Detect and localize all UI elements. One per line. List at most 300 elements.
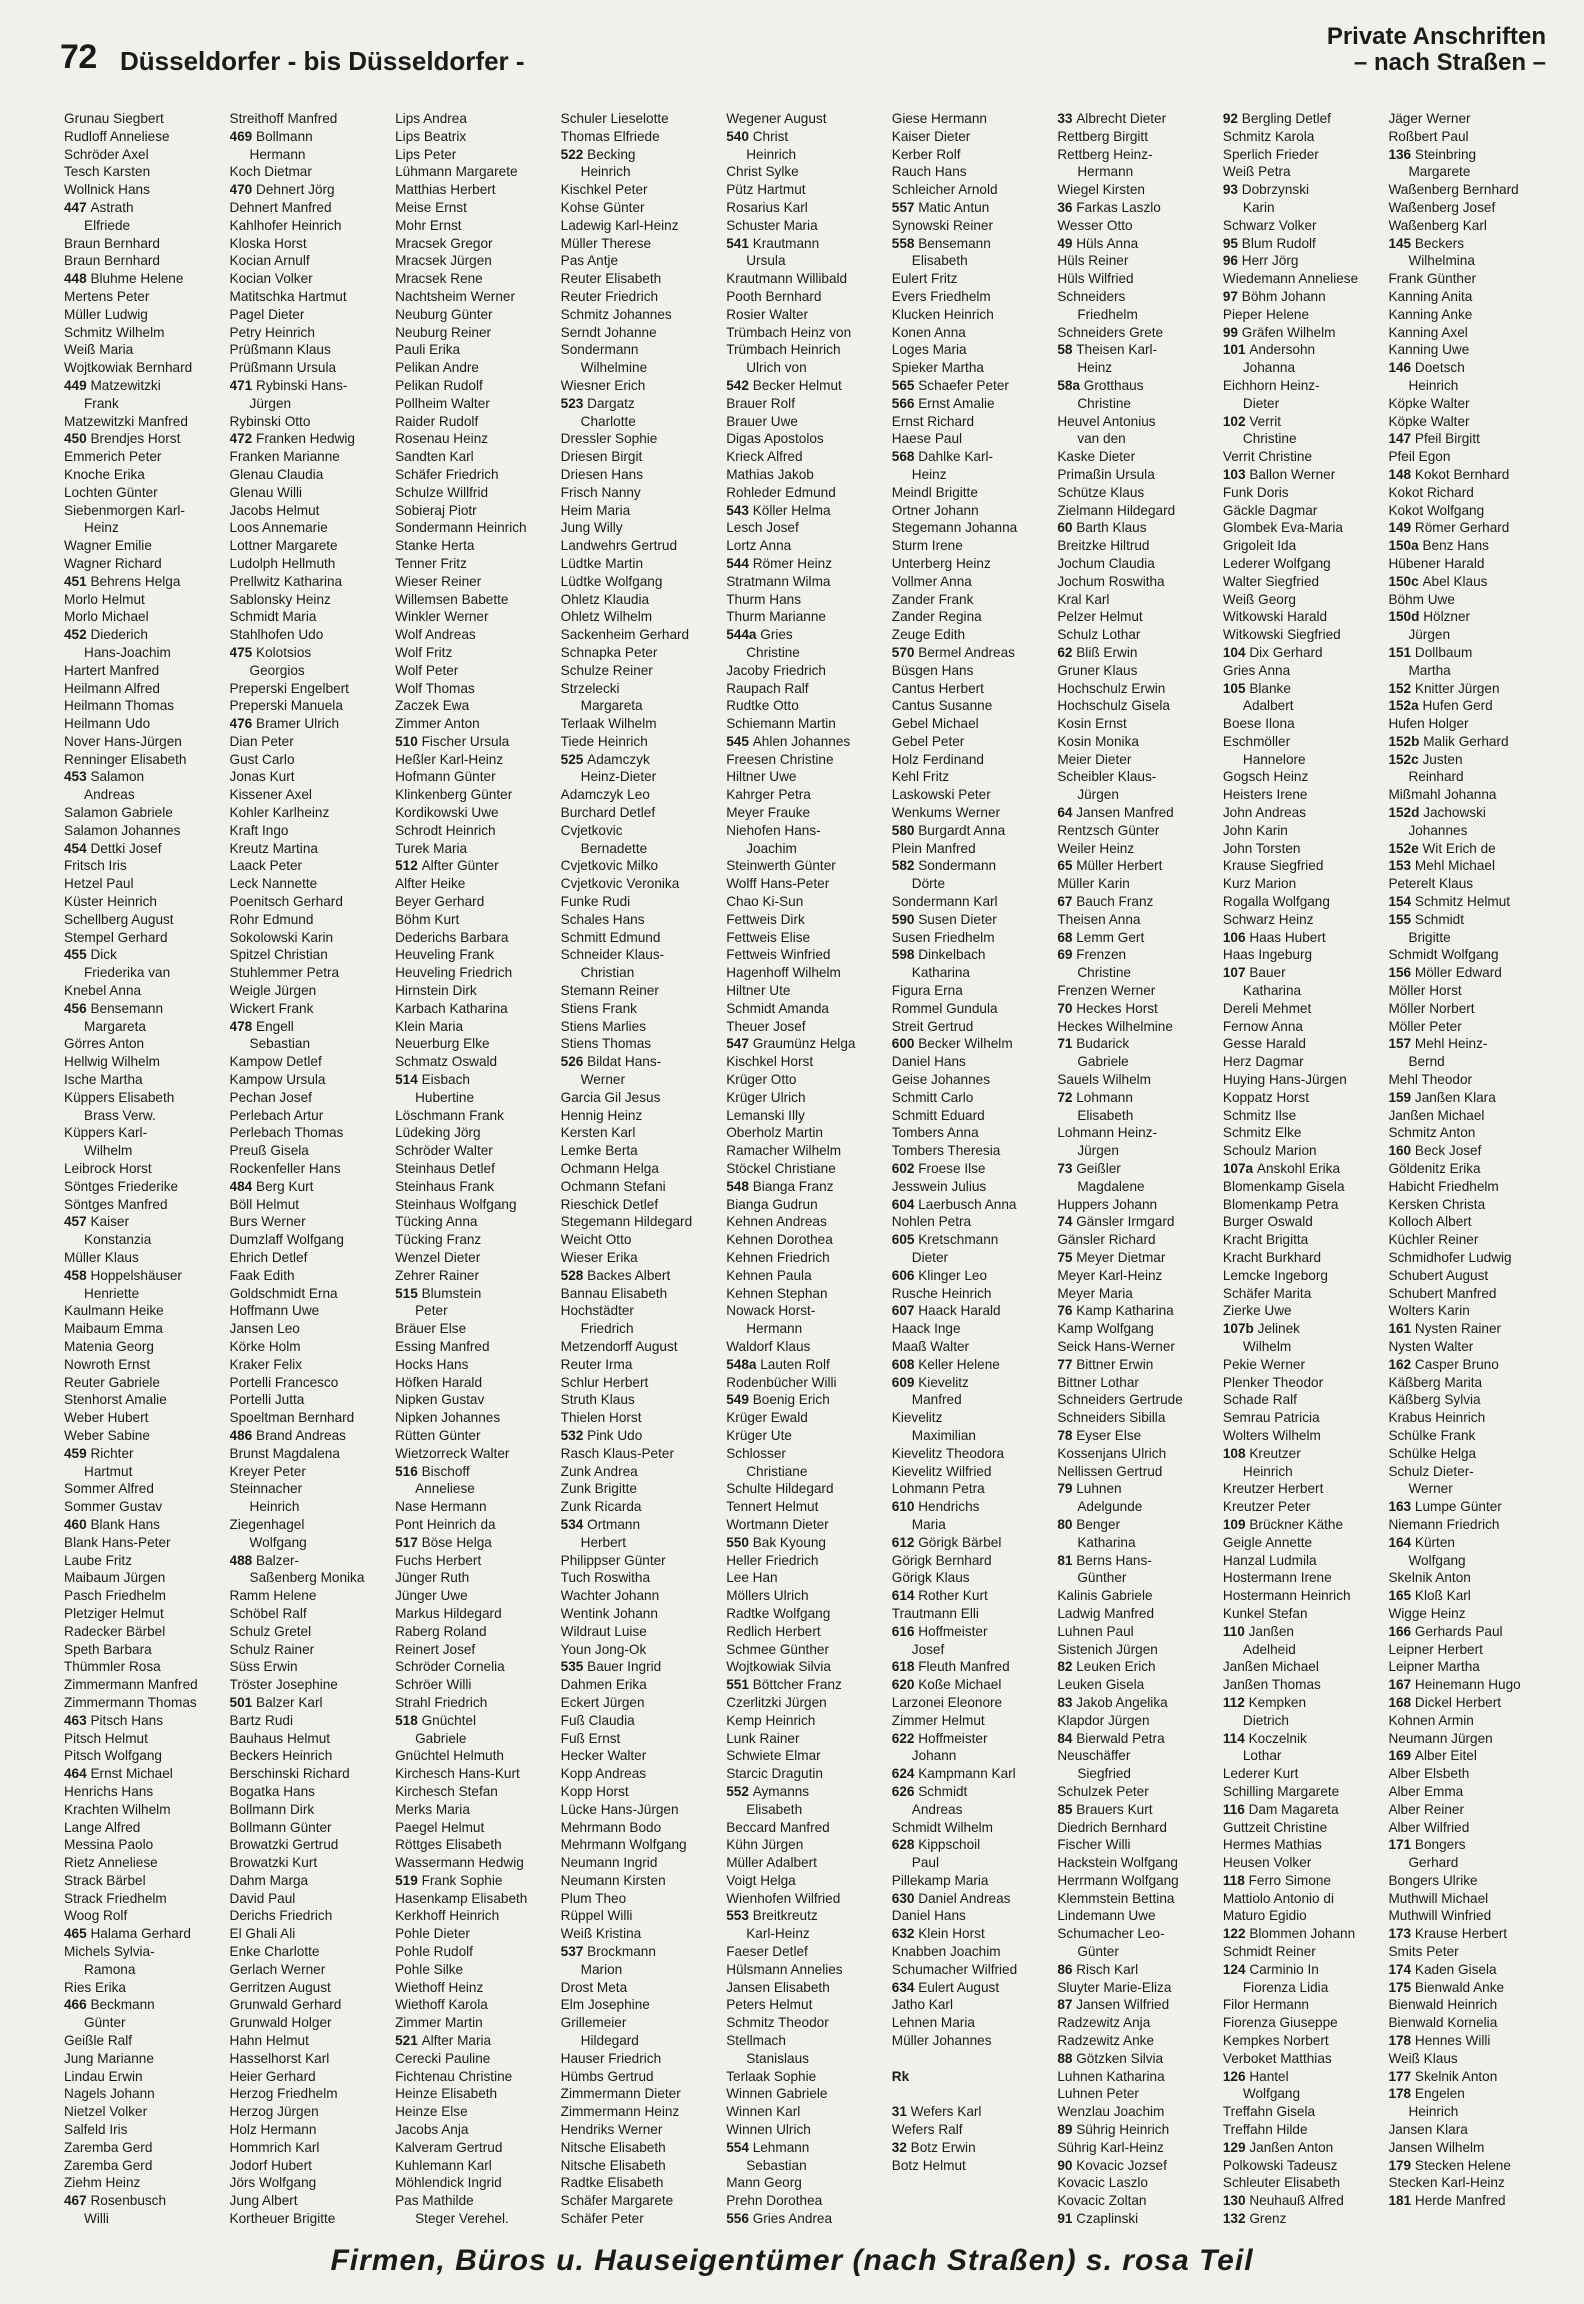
house-number: 616: [891, 1623, 919, 1639]
directory-entry: John Karin: [1222, 822, 1288, 838]
directory-entry: Tiede Heinrich: [560, 733, 648, 749]
directory-entry: Frisch Nanny: [560, 484, 641, 500]
directory-entry: Küster Heinrich: [64, 894, 157, 910]
directory-entry: Nipken Gustav: [395, 1392, 485, 1408]
directory-entry: Stiens Thomas: [560, 1036, 652, 1052]
directory-entry: Eichhorn Heinz-: [1222, 377, 1320, 393]
house-number: 152a: [1388, 698, 1423, 714]
directory-entry: Mehl Theodor: [1388, 1072, 1473, 1088]
house-number: 540: [726, 128, 753, 144]
directory-entry: 49 Hüls Anna: [1057, 235, 1139, 251]
directory-entry: Trautmann Elli: [891, 1605, 979, 1621]
house-number: 476: [229, 716, 257, 732]
directory-entry: 152c Justen: [1388, 751, 1463, 767]
directory-entry: 116 Dam Magareta: [1222, 1801, 1339, 1817]
directory-entry: Daniel Hans: [891, 1908, 966, 1924]
directory-entry: Kersten Karl: [560, 1125, 636, 1141]
house-number: 88: [1057, 2050, 1077, 2066]
directory-entry: Heinz: [1077, 360, 1113, 376]
directory-entry: Kraker Felix: [229, 1356, 303, 1372]
directory-entry: Enke Charlotte: [229, 1944, 320, 1960]
directory-entry: Haas Ingeburg: [1222, 947, 1313, 963]
directory-entry: Kampow Ursula: [229, 1072, 326, 1088]
directory-entry: Schwiete Elmar: [726, 1748, 821, 1764]
directory-entry: Peterelt Klaus: [1388, 876, 1474, 892]
directory-entry: Leibrock Horst: [64, 1161, 152, 1177]
directory-entry: Lüdeking Jörg: [395, 1125, 481, 1141]
directory-entry: Youn Jong-Ok: [560, 1641, 647, 1657]
directory-entry: Messina Paolo: [64, 1837, 154, 1853]
house-number: 130: [1222, 2193, 1250, 2209]
directory-entry: Wenzel Dieter: [395, 1250, 481, 1265]
directory-entry: Adamczyk Leo: [560, 787, 650, 803]
house-number: 618: [891, 1659, 919, 1675]
directory-entry: Brigitte: [1408, 929, 1451, 945]
directory-entry: Pagel Dieter: [229, 306, 305, 322]
directory-entry: Essing Manfred: [395, 1338, 490, 1354]
directory-entry: Johann: [911, 1748, 957, 1764]
house-number: 568: [891, 449, 919, 465]
directory-entry: Alber Emma: [1388, 1783, 1464, 1799]
directory-entry: Hümbs Gertrud: [560, 2068, 654, 2084]
directory-entry: Brass Verw.: [84, 1107, 156, 1123]
directory-entry: Grunau Siegbert: [64, 111, 164, 126]
directory-entry: Strahl Friedrich: [395, 1694, 488, 1710]
directory-entry: Tennert Helmut: [726, 1499, 819, 1515]
directory-entry: Heisters Irene: [1222, 787, 1308, 803]
directory-entry: Dumzlaff Wolfgang: [229, 1232, 344, 1248]
directory-entry: 173 Krause Herbert: [1388, 1926, 1508, 1942]
directory-entry: Bartz Rudi: [229, 1712, 294, 1728]
directory-entry: Huppers Johann: [1057, 1196, 1158, 1212]
directory-entry: [1223, 2228, 1387, 2230]
house-number: 557: [891, 199, 919, 215]
house-number: 523: [560, 395, 588, 411]
house-number: 58: [1057, 342, 1077, 358]
directory-entry: Thomas Elfriede: [560, 128, 660, 144]
house-number: 31: [891, 2104, 911, 2120]
directory-entry: Gebel Michael: [891, 716, 979, 732]
house-number: 553: [726, 1908, 753, 1924]
directory-entry: Landwehrs Gertrud: [560, 538, 678, 554]
directory-entry: Sauels Wilhelm: [1057, 1072, 1152, 1088]
directory-entry: Prüßmann Klaus: [229, 342, 331, 358]
directory-entry: Schneider Klaus-: [560, 947, 665, 963]
directory-entry: Reuter Elisabeth: [560, 271, 662, 287]
directory-entry: Heinrich: [1242, 1463, 1293, 1479]
directory-entry: Rohleder Edmund: [726, 484, 836, 500]
directory-entry: Wolters Karin: [1388, 1303, 1470, 1319]
section-title-line1: Private Anschriften: [1326, 23, 1546, 50]
house-number: 634: [891, 1979, 919, 1995]
directory-entry: Schülke Helga: [1388, 1445, 1477, 1461]
directory-entry: Hasselhorst Karl: [229, 2050, 330, 2066]
directory-entry: Lühmann Margarete: [395, 164, 518, 180]
directory-entry: Wegener August: [726, 111, 827, 126]
directory-entry: Schmatz Oswald: [395, 1054, 498, 1070]
directory-entry: 634 Eulert August: [891, 1979, 1000, 1995]
directory-entry: Reuter Gabriele: [64, 1374, 160, 1390]
directory-entry: [1057, 2228, 1221, 2230]
directory-entry: Zunk Andrea: [560, 1463, 638, 1479]
page-footer: Firmen, Büros u. Hauseigentümer (nach Straßen) s. rosa Teil: [330, 2244, 1254, 2277]
directory-entry: Schuler Lieselotte: [560, 111, 669, 126]
directory-entry: 86 Risch Karl: [1057, 1961, 1139, 1977]
house-number: 101: [1222, 342, 1250, 358]
directory-entry: Stemann Reiner: [560, 983, 659, 999]
directory-entry: Lesch Josef: [726, 520, 799, 536]
directory-entry: Bogatka Hans: [229, 1783, 315, 1799]
directory-entry: Winnen Karl: [726, 2104, 801, 2120]
directory-entry: Sobieraj Piotr: [395, 502, 477, 518]
directory-entry: 58 Theisen Karl-: [1057, 342, 1158, 358]
directory-entry: Anneliese: [415, 1481, 475, 1497]
directory-entry: Steinhaus Wolfgang: [395, 1196, 517, 1212]
directory-entry: 152b Malik Gerhard: [1388, 733, 1509, 749]
directory-entry: Waßenberg Karl: [1388, 217, 1487, 233]
directory-column: [1388, 110, 1552, 2230]
directory-entry: Pillekamp Maria: [891, 1872, 989, 1888]
directory-entry: 458 Hoppelshäuser: [64, 1267, 182, 1283]
directory-entry: 77 Bittner Erwin: [1057, 1356, 1154, 1372]
directory-entry: Czerlitzki Jürgen: [726, 1694, 827, 1710]
house-number: 522: [560, 146, 588, 162]
house-number: 107b: [1222, 1321, 1258, 1337]
house-number: 547: [726, 1036, 753, 1052]
directory-entry: Willemsen Babette: [395, 591, 509, 607]
directory-entry: Wolf Thomas: [395, 680, 475, 696]
directory-entry: Schmitz Elke: [1222, 1125, 1302, 1141]
directory-entry: Heusen Volker: [1222, 1855, 1312, 1871]
directory-entry: 68 Lemm Gert: [1057, 929, 1145, 945]
directory-entry: Möller Peter: [1388, 1018, 1462, 1034]
directory-entry: Zimmer Anton: [395, 716, 480, 732]
directory-entry: Pasch Friedhelm: [64, 1588, 166, 1604]
directory-entry: Löschmann Frank: [395, 1107, 504, 1123]
house-number: 626: [891, 1783, 919, 1799]
directory-entry: Schröer Willi: [395, 1677, 472, 1693]
directory-entry: [395, 2228, 559, 2230]
directory-entry: Schrodt Heinrich: [395, 822, 496, 838]
directory-entry: Rogalla Wolfgang: [1222, 894, 1330, 910]
directory-entry: Hufen Holger: [1388, 716, 1469, 732]
directory-entry: Zimmermann Heinz: [560, 2104, 680, 2120]
directory-entry: Lehnen Maria: [891, 2015, 975, 2031]
directory-entry: Steinhaus Frank: [395, 1178, 495, 1194]
directory-entry: 174 Kaden Gisela: [1388, 1961, 1497, 1977]
house-number: 86: [1057, 1961, 1077, 1977]
directory-entry: 147 Pfeil Birgitt: [1388, 431, 1480, 447]
directory-entry: Küchler Reiner: [1388, 1232, 1479, 1248]
directory-entry: Hoffmann Uwe: [229, 1303, 320, 1319]
directory-entry: Geise Johannes: [891, 1072, 991, 1088]
directory-entry: Fuß Ernst: [560, 1730, 621, 1746]
house-number: 167: [1388, 1677, 1415, 1693]
directory-entry: Bräuer Else: [395, 1321, 467, 1337]
directory-entry: Winnen Gabriele: [726, 2086, 828, 2102]
directory-entry: Hans-Joachim: [84, 644, 171, 660]
directory-entry: Metzendorff August: [560, 1338, 678, 1354]
directory-entry: Käßberg Sylvia: [1388, 1392, 1481, 1408]
directory-entry: Neuerburg Elke: [395, 1036, 490, 1052]
directory-entry: Alber Wilfried: [1388, 1819, 1470, 1835]
house-number: 69: [1057, 947, 1077, 963]
directory-entry: Lips Andrea: [395, 111, 467, 126]
directory-entry: Hagenhoff Wilhelm: [726, 965, 841, 981]
directory-entry: Nipken Johannes: [395, 1410, 501, 1426]
house-number: 110: [1222, 1623, 1249, 1639]
house-number: 169: [1388, 1748, 1415, 1764]
directory-entry: 552 Aymanns: [726, 1783, 810, 1799]
directory-entry: 70 Heckes Horst: [1057, 1000, 1158, 1016]
house-number: 548a: [726, 1356, 761, 1372]
directory-entry: Jansen Wilhelm: [1388, 2139, 1485, 2155]
directory-entry: Rudloff Anneliese: [64, 128, 170, 144]
directory-entry: Thurm Marianne: [726, 609, 826, 625]
directory-entry: 146 Doetsch: [1388, 360, 1465, 376]
directory-entry: van den: [1077, 431, 1126, 447]
directory-entry: 532 Pink Udo: [560, 1427, 643, 1443]
directory-entry: Wenzlau Joachim: [1057, 2104, 1165, 2120]
directory-entry: Heilmann Alfred: [64, 680, 160, 696]
directory-entry: Rasch Klaus-Peter: [560, 1445, 674, 1461]
directory-entry: Larzonei Eleonore: [891, 1694, 1003, 1710]
directory-entry: 168 Dickel Herbert: [1388, 1694, 1502, 1710]
directory-entry: Kreutzer Herbert: [1222, 1481, 1324, 1497]
directory-entry: Poenitsch Gerhard: [229, 894, 343, 910]
directory-entry: Schellberg August: [64, 911, 174, 927]
directory-entry: 512 Alfter Günter: [395, 858, 499, 874]
directory-entry: Wojtkowiak Bernhard: [64, 360, 193, 376]
house-number: 475: [229, 644, 257, 660]
directory-entry: Kanning Anita: [1388, 288, 1473, 304]
directory-entry: Kohnen Armin: [1388, 1712, 1474, 1728]
directory-entry: Spoeltman Bernhard: [229, 1410, 355, 1426]
directory-entry: Steinwerth Günter: [726, 858, 836, 874]
directory-entry: Christian: [580, 965, 635, 981]
directory-entry: 568 Dahlke Karl-: [891, 449, 994, 465]
directory-entry: Mathias Jakob: [726, 466, 814, 482]
directory-entry: Reuter Irma: [560, 1356, 633, 1372]
directory-entry: Schlur Herbert: [560, 1374, 649, 1390]
directory-entry: Prellwitz Katharina: [229, 573, 343, 589]
directory-entry: Preuß Gisela: [229, 1143, 309, 1159]
house-number: 512: [395, 858, 422, 874]
directory-entry: Tücking Anna: [395, 1214, 478, 1230]
directory-entry: Freesen Christine: [726, 751, 834, 767]
house-number: 93: [1222, 182, 1242, 198]
directory-entry: Jung Marianne: [64, 2050, 154, 2066]
directory-entry: Kischkel Horst: [726, 1054, 814, 1070]
directory-entry: Gogsch Heinz: [1222, 769, 1309, 785]
directory-entry: Preperski Engelbert: [229, 680, 349, 696]
directory-entry: 455 Dick: [64, 947, 117, 963]
directory-entry: Görres Anton: [64, 1036, 145, 1052]
directory-entry: Schilling Margarete: [1222, 1783, 1340, 1799]
directory-entry: Adelheid: [1242, 1641, 1296, 1657]
house-number: 544a: [726, 627, 761, 643]
directory-entry: Tuch Roswitha: [560, 1570, 651, 1586]
directory-entry: Schade Ralf: [1222, 1392, 1297, 1408]
directory-entry: 448 Bluhme Helene: [64, 271, 184, 287]
directory-entry: Prehn Dorothea: [726, 2193, 823, 2209]
house-number: 77: [1057, 1356, 1077, 1372]
section-title: [1327, 24, 1546, 76]
directory-entry: Kortheuer Brigitte: [229, 2211, 336, 2227]
directory-entry: Lips Peter: [395, 146, 457, 162]
directory-entry: 534 Ortmann: [560, 1516, 641, 1532]
directory-entry: Wiethoff Heinz: [395, 1979, 484, 1995]
directory-entry: Hecker Walter: [560, 1748, 647, 1764]
directory-column: [1057, 110, 1221, 2230]
directory-entry: Dehnert Manfred: [229, 199, 332, 215]
directory-entry: 488 Balzer-: [229, 1552, 300, 1568]
directory-entry: Schulz Rainer: [229, 1641, 315, 1657]
directory-entry: 460 Blank Hans: [64, 1516, 160, 1532]
directory-entry: 616 Hoffmeister: [891, 1623, 988, 1639]
directory-entry: Radzewitz Anja: [1057, 2015, 1151, 2031]
directory-entry: Hermann: [1077, 164, 1134, 180]
directory-entry: Lange Alfred: [64, 1819, 141, 1835]
directory-entry: Klucken Heinrich: [891, 306, 994, 322]
directory-entry: Rettberg Heinz-: [1057, 146, 1153, 162]
directory-entry: Grunwald Holger: [229, 2015, 332, 2031]
directory-entry: Ochmann Helga: [560, 1161, 659, 1177]
directory-entry: Rommel Gundula: [891, 1000, 998, 1016]
directory-entry: Gnüchtel Helmuth: [395, 1748, 504, 1764]
house-number: 174: [1388, 1961, 1415, 1977]
directory-entry: 33 Albrecht Dieter: [1057, 111, 1167, 126]
directory-entry: Rosier Walter: [726, 306, 809, 322]
directory-entry: Streit Gertrud: [891, 1018, 974, 1034]
directory-entry: Schumacher Leo-: [1057, 1926, 1165, 1942]
directory-entry: El Ghali Ali: [229, 1926, 296, 1942]
directory-entry: Digas Apostolos: [726, 431, 824, 447]
directory-entry: Mertens Peter: [64, 288, 150, 304]
directory-entry: Sandten Karl: [395, 449, 474, 465]
directory-entry: Kanning Axel: [1388, 324, 1468, 340]
directory-entry: Söntges Friederike: [64, 1178, 179, 1194]
directory-entry: 75 Meyer Dietmar: [1057, 1250, 1166, 1265]
directory-entry: Laube Fritz: [64, 1552, 133, 1568]
directory-entry: Werner: [1408, 1481, 1453, 1497]
directory-entry: Jochum Roswitha: [1057, 573, 1165, 589]
directory-entry: Ohletz Wilhelm: [560, 609, 653, 625]
directory-entry: Wentink Johann: [560, 1605, 658, 1621]
directory-entry: Schulte Hildegard: [726, 1481, 834, 1497]
house-number: 178: [1388, 2033, 1415, 2049]
directory-entry: Kehnen Dorothea: [726, 1232, 833, 1248]
directory-entry: 519 Frank Sophie: [395, 1872, 503, 1888]
directory-entry: Heller Friedrich: [726, 1552, 819, 1568]
directory-entry: Burs Werner: [229, 1214, 306, 1230]
house-number: 457: [64, 1214, 91, 1230]
house-number: 467: [64, 2193, 91, 2209]
directory-entry: Lottner Margarete: [229, 538, 338, 554]
directory-entry: Paegel Helmut: [395, 1819, 485, 1835]
directory-entry: 598 Dinkelbach: [891, 947, 986, 963]
directory-entry: Gabriele: [1077, 1054, 1129, 1070]
directory-columns: [64, 110, 1552, 2230]
directory-entry: 82 Leuken Erich: [1057, 1659, 1156, 1675]
directory-entry: Bernadette: [580, 840, 648, 856]
directory-entry: Meise Ernst: [395, 199, 467, 215]
directory-entry: Radtke Wolfgang: [726, 1605, 831, 1621]
directory-entry: Dietrich: [1242, 1712, 1289, 1728]
directory-entry: Sommer Alfred: [64, 1481, 154, 1497]
directory-entry: Küppers Karl-: [64, 1125, 148, 1141]
house-number: 76: [1057, 1303, 1077, 1319]
directory-entry: 459 Richter: [64, 1445, 134, 1461]
directory-entry: Hahn Helmut: [229, 2033, 309, 2049]
directory-entry: Lederer Wolfgang: [1222, 555, 1331, 571]
house-number: 466: [64, 1997, 91, 2013]
house-number: 124: [1222, 1961, 1250, 1977]
directory-entry: Kehnen Andreas: [726, 1214, 827, 1230]
directory-entry: Hiltner Ute: [726, 983, 791, 999]
house-number: 136: [1388, 146, 1415, 162]
directory-entry: Kissener Axel: [229, 787, 312, 803]
directory-entry: Peter: [415, 1303, 448, 1319]
directory-entry: Browatzki Gertrud: [229, 1837, 339, 1853]
directory-entry: Schmitt Eduard: [891, 1107, 985, 1123]
directory-entry: 465 Halama Gerhard: [64, 1926, 191, 1942]
directory-entry: Schmitz Karola: [1222, 128, 1315, 144]
directory-entry: Katharina: [911, 965, 970, 981]
directory-entry: 476 Bramer Ulrich: [229, 716, 340, 732]
directory-entry: Bauhaus Helmut: [229, 1730, 331, 1746]
directory-entry: Hüls Reiner: [1057, 253, 1129, 269]
directory-entry: Strack Friedhelm: [64, 1890, 167, 1906]
house-number: 81: [1057, 1552, 1077, 1568]
directory-entry: Evers Friedhelm: [891, 288, 991, 304]
directory-entry: Manfred: [911, 1392, 962, 1408]
directory-entry: 606 Klinger Leo: [891, 1267, 988, 1283]
directory-entry: Pohle Dieter: [395, 1926, 470, 1942]
directory-entry: Heinrich: [746, 146, 797, 162]
directory-entry: Schmee Günther: [726, 1641, 829, 1657]
directory-entry: Loos Annemarie: [229, 520, 328, 536]
directory-entry: Margarete: [1408, 164, 1471, 180]
directory-entry: Nitsche Elisabeth: [560, 2157, 666, 2173]
directory-entry: Sondermann: [560, 342, 639, 358]
directory-entry: 74 Gänsler Irmgard: [1057, 1214, 1175, 1230]
house-number: 154: [1388, 894, 1415, 910]
directory-entry: Unterberg Heinz: [891, 555, 991, 571]
directory-entry: Adalbert: [1242, 698, 1294, 714]
directory-entry: Jürgen: [249, 395, 292, 411]
directory-entry: 112 Kempken: [1222, 1694, 1307, 1710]
directory-entry: Adelgunde: [1077, 1499, 1143, 1515]
page-title: Düsseldorfer - bis Düsseldorfer -: [120, 46, 525, 76]
directory-entry: 71 Budarick: [1057, 1036, 1130, 1052]
directory-entry: Herrmann Wolfgang: [1057, 1872, 1179, 1888]
directory-entry: Schmidt Reiner: [1222, 1944, 1316, 1960]
directory-entry: 60 Barth Klaus: [1057, 520, 1147, 536]
directory-entry: Wollnick Hans: [64, 182, 150, 198]
house-number: 90: [1057, 2157, 1077, 2173]
house-number: 471: [229, 377, 257, 393]
directory-entry: Lunk Rainer: [726, 1730, 800, 1746]
directory-entry: Blomenkamp Gisela: [1222, 1178, 1345, 1194]
directory-column: [64, 110, 228, 2230]
directory-entry: Winnen Ulrich: [726, 2122, 811, 2138]
directory-entry: Fuß Claudia: [560, 1712, 635, 1728]
directory-entry: Stegemann Hildegard: [560, 1214, 693, 1230]
directory-entry: Breitzke Hiltrud: [1057, 538, 1150, 554]
directory-entry: Blank Hans-Peter: [64, 1534, 171, 1550]
directory-entry: Laack Peter: [229, 858, 303, 874]
